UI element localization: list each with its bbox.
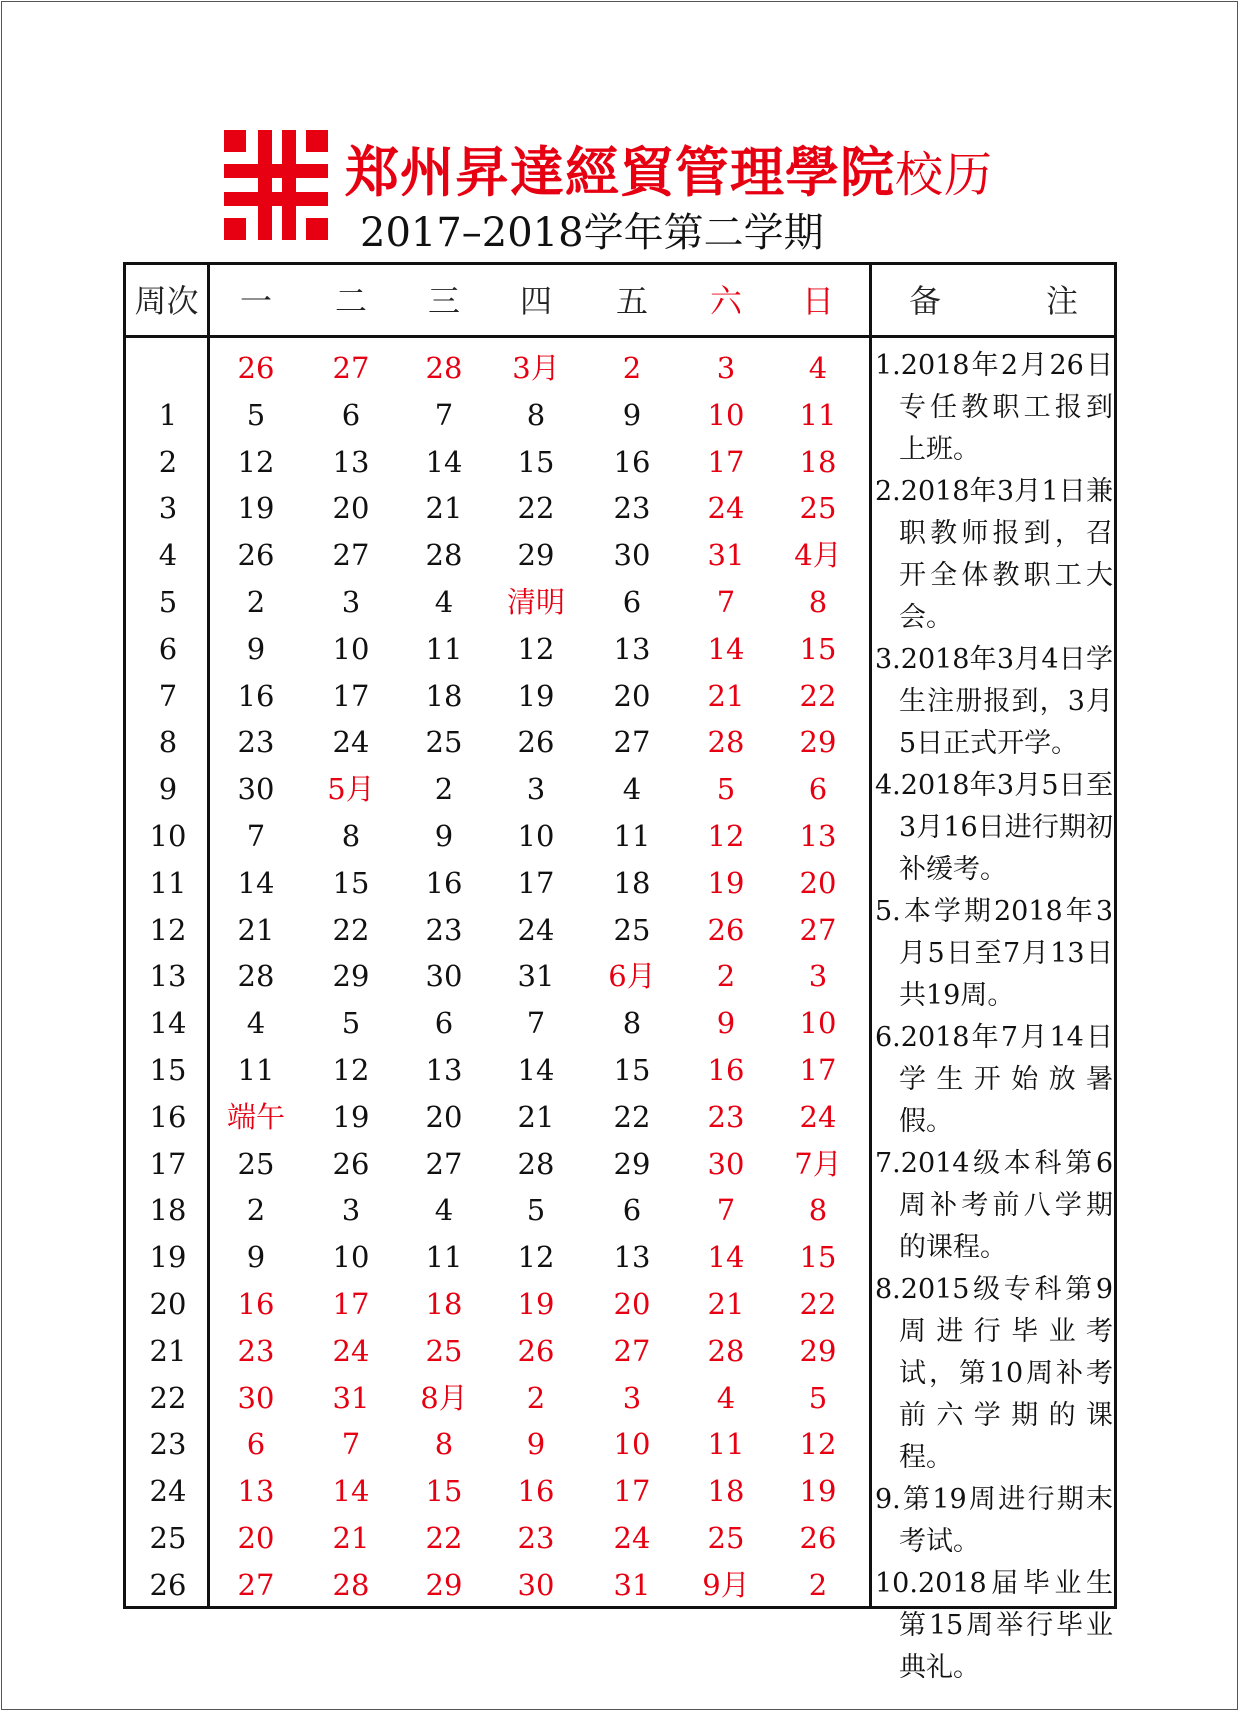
date-cell: 15: [799, 1240, 837, 1274]
date-cell: 12: [237, 445, 275, 479]
date-cell: 21: [707, 679, 745, 713]
week-number: 4: [158, 538, 178, 572]
date-cell: 28: [332, 1568, 370, 1602]
date-cell: 27: [237, 1568, 275, 1602]
week-number: [126, 345, 210, 391]
date-cell: 14: [707, 1240, 745, 1274]
date-cell: 13: [237, 1474, 275, 1508]
date-cell: 8: [622, 1006, 642, 1040]
week-number: 17: [149, 1147, 187, 1181]
date-cell: 20: [613, 1287, 651, 1321]
date-cell: 21: [332, 1521, 370, 1555]
date-cell: 18: [425, 679, 463, 713]
week-number: 8: [158, 725, 178, 759]
note-item: 3.2018年3月4日学生注册报到，3月5日正式开学。: [875, 644, 1113, 759]
date-cell: 23: [237, 725, 275, 759]
date-cell: 端午: [226, 1100, 285, 1134]
date-cell: 5月: [327, 772, 375, 806]
date-cell: 22: [332, 913, 370, 947]
date-cell: 19: [517, 679, 555, 713]
week-number: 26: [149, 1568, 187, 1602]
date-cell: 7: [716, 1193, 736, 1227]
date-cell: 30: [613, 538, 651, 572]
date-cell: 6: [622, 585, 642, 619]
header-day-2: 二: [334, 282, 367, 320]
date-cell: 3: [526, 772, 546, 806]
date-cell: 10: [332, 1240, 370, 1274]
date-cell: 30: [517, 1568, 555, 1602]
week-number: 3: [158, 491, 178, 525]
date-cell: 14: [707, 632, 745, 666]
date-cell: 25: [799, 491, 837, 525]
week-number: 21: [149, 1334, 187, 1368]
date-cell: 11: [237, 1053, 275, 1087]
date-cell: 10: [332, 632, 370, 666]
date-cell: 12: [517, 1240, 555, 1274]
week-number: 5: [158, 585, 178, 619]
date-cell: 4: [716, 1381, 736, 1415]
date-cell: 23: [613, 491, 651, 525]
date-cell: 16: [707, 1053, 745, 1087]
date-cell: 7: [526, 1006, 546, 1040]
week-number: 15: [149, 1053, 187, 1087]
week-number: 7: [158, 679, 178, 713]
date-cell: 18: [799, 445, 837, 479]
date-cell: 17: [332, 1287, 370, 1321]
date-cell: 15: [517, 445, 555, 479]
date-cell: 26: [799, 1521, 837, 1555]
date-cell: 12: [799, 1427, 837, 1461]
date-cell: 18: [425, 1287, 463, 1321]
week-number: 25: [149, 1521, 187, 1555]
date-cell: 3: [341, 1193, 361, 1227]
date-cell: 清明: [506, 585, 565, 619]
date-cell: 21: [237, 913, 275, 947]
date-cell: 24: [332, 1334, 370, 1368]
date-cell: 26: [237, 351, 275, 385]
header-day-4: 四: [519, 282, 552, 320]
date-cell: 17: [517, 866, 555, 900]
date-cell: 29: [799, 1334, 837, 1368]
date-cell: 22: [613, 1100, 651, 1134]
calendar-suffix: 校历: [895, 147, 994, 203]
date-cell: 14: [332, 1474, 370, 1508]
date-cell: 28: [517, 1147, 555, 1181]
header-day-7: 日: [801, 282, 834, 320]
header-day-1: 一: [239, 282, 272, 320]
date-cell: 7: [246, 819, 266, 853]
note-item: 10.2018届毕业生第15周举行毕业典礼。: [875, 1568, 1113, 1683]
date-cell: 31: [613, 1568, 651, 1602]
date-cell: 9: [246, 1240, 266, 1274]
date-cell: 9: [434, 819, 454, 853]
date-cell: 5: [341, 1006, 361, 1040]
date-cell: 2: [526, 1381, 546, 1415]
header-day-3: 三: [427, 282, 460, 320]
semester-subtitle: 2017–2018学年第二学期: [360, 210, 824, 256]
date-cell: 21: [707, 1287, 745, 1321]
header-week: 周次: [134, 282, 199, 320]
date-cell: 25: [707, 1521, 745, 1555]
week-number: 2: [158, 445, 178, 479]
date-cell: 6: [434, 1006, 454, 1040]
date-cell: 27: [613, 725, 651, 759]
date-cell: 11: [613, 819, 651, 853]
date-cell: 27: [799, 913, 837, 947]
date-cell: 18: [707, 1474, 745, 1508]
week-number: 23: [149, 1427, 187, 1461]
date-cell: 21: [425, 491, 463, 525]
date-cell: 4: [622, 772, 642, 806]
note-item: 2.2018年3月1日兼职教师报到，召开全体教职工大会。: [875, 476, 1113, 633]
date-cell: 13: [613, 632, 651, 666]
date-cell: 6: [341, 398, 361, 432]
date-cell: 28: [707, 725, 745, 759]
date-cell: 17: [707, 445, 745, 479]
week-number: 16: [149, 1100, 187, 1134]
date-cell: 24: [517, 913, 555, 947]
date-cell: 14: [237, 866, 275, 900]
date-cell: 25: [237, 1147, 275, 1181]
date-cell: 2: [716, 959, 736, 993]
date-cell: 12: [707, 819, 745, 853]
date-cell: 15: [425, 1474, 463, 1508]
date-cell: 25: [425, 1334, 463, 1368]
date-cell: 29: [332, 959, 370, 993]
date-cell: 28: [425, 538, 463, 572]
date-cell: 15: [613, 1053, 651, 1087]
week-number: 6: [158, 632, 178, 666]
week-number: 22: [149, 1381, 187, 1415]
date-cell: 12: [332, 1053, 370, 1087]
date-cell: 8月: [420, 1381, 468, 1415]
date-cell: 31: [517, 959, 555, 993]
date-cell: 25: [613, 913, 651, 947]
date-cell: 28: [237, 959, 275, 993]
date-cell: 17: [332, 679, 370, 713]
note-item: 8.2015级专科第9周进行毕业考试，第10周补考前六学期的课程。: [875, 1274, 1113, 1473]
date-cell: 26: [517, 1334, 555, 1368]
date-cell: 26: [332, 1147, 370, 1181]
date-cell: 5: [808, 1381, 828, 1415]
date-cell: 24: [707, 491, 745, 525]
date-cell: 10: [613, 1427, 651, 1461]
week-number: 14: [149, 1006, 187, 1040]
date-cell: 30: [425, 959, 463, 993]
date-cell: 8: [808, 585, 828, 619]
date-cell: 3: [622, 1381, 642, 1415]
school-logo-icon: [224, 130, 328, 240]
date-cell: 16: [517, 1474, 555, 1508]
date-cell: 20: [613, 679, 651, 713]
date-cell: 24: [799, 1100, 837, 1134]
date-cell: 2: [246, 585, 266, 619]
date-cell: 28: [425, 351, 463, 385]
date-cell: 20: [799, 866, 837, 900]
date-cell: 29: [613, 1147, 651, 1181]
date-cell: 16: [425, 866, 463, 900]
date-cell: 7: [434, 398, 454, 432]
date-cell: 9: [716, 1006, 736, 1040]
date-cell: 3: [341, 585, 361, 619]
date-cell: 16: [237, 679, 275, 713]
date-cell: 20: [332, 491, 370, 525]
date-cell: 19: [332, 1100, 370, 1134]
date-cell: 30: [707, 1147, 745, 1181]
date-cell: 17: [613, 1474, 651, 1508]
date-cell: 26: [237, 538, 275, 572]
date-cell: 19: [517, 1287, 555, 1321]
date-cell: 25: [425, 725, 463, 759]
date-cell: 5: [716, 772, 736, 806]
date-cell: 16: [237, 1287, 275, 1321]
date-cell: 29: [425, 1568, 463, 1602]
header-notes-right: 注: [1046, 282, 1079, 320]
date-cell: 13: [425, 1053, 463, 1087]
date-cell: 23: [707, 1100, 745, 1134]
date-cell: 30: [237, 1381, 275, 1415]
date-cell: 4: [434, 1193, 454, 1227]
week-number: 1: [158, 398, 178, 432]
note-item: 7.2014级本科第6周补考前八学期的课程。: [875, 1148, 1113, 1263]
date-cell: 8: [526, 398, 546, 432]
date-cell: 28: [707, 1334, 745, 1368]
date-cell: 6: [808, 772, 828, 806]
date-cell: 15: [332, 866, 370, 900]
date-cell: 3: [808, 959, 828, 993]
header-day-6: 六: [709, 282, 742, 320]
date-cell: 13: [332, 445, 370, 479]
date-cell: 3: [716, 351, 736, 385]
date-cell: 9月: [702, 1568, 750, 1602]
week-number: 18: [149, 1193, 187, 1227]
week-number: 12: [149, 913, 187, 947]
calendar-table: [123, 262, 1117, 1683]
date-cell: 10: [707, 398, 745, 432]
date-cell: 5: [246, 398, 266, 432]
date-cell: 22: [425, 1521, 463, 1555]
date-cell: 27: [332, 351, 370, 385]
date-cell: 22: [799, 679, 837, 713]
date-cell: 9: [622, 398, 642, 432]
note-item: 1.2018年2月26日专任教职工报到上班。: [875, 350, 1113, 465]
date-cell: 20: [425, 1100, 463, 1134]
header-day-5: 五: [615, 282, 648, 320]
date-cell: 26: [707, 913, 745, 947]
date-cell: 18: [613, 866, 651, 900]
date-cell: 4月: [794, 538, 842, 572]
notes-divider: [869, 265, 872, 1606]
note-item: 5.本学期2018年3月5日至7月13日共19周。: [875, 896, 1113, 1011]
date-cell: 10: [517, 819, 555, 853]
date-cell: 31: [332, 1381, 370, 1415]
date-cell: 22: [517, 491, 555, 525]
date-cell: 7: [716, 585, 736, 619]
date-cell: 30: [237, 772, 275, 806]
date-cell: 2: [246, 1193, 266, 1227]
date-cell: 27: [613, 1334, 651, 1368]
date-cell: 19: [799, 1474, 837, 1508]
date-cell: 9: [246, 632, 266, 666]
week-number: 11: [149, 866, 187, 900]
header-notes-left: 备: [909, 282, 942, 320]
date-cell: 23: [517, 1521, 555, 1555]
date-cell: 23: [237, 1334, 275, 1368]
date-cell: 20: [237, 1521, 275, 1555]
date-cell: 13: [613, 1240, 651, 1274]
date-cell: 14: [425, 445, 463, 479]
date-cell: 27: [332, 538, 370, 572]
date-cell: 4: [434, 585, 454, 619]
date-cell: 6: [246, 1427, 266, 1461]
date-cell: 19: [707, 866, 745, 900]
date-cell: 31: [707, 538, 745, 572]
date-cell: 24: [332, 725, 370, 759]
school-name: 郑州昇達經貿管理學院: [345, 140, 895, 204]
date-cell: 11: [425, 1240, 463, 1274]
date-cell: 11: [707, 1427, 745, 1461]
date-cell: 11: [425, 632, 463, 666]
date-cell: 14: [517, 1053, 555, 1087]
date-cell: 26: [517, 725, 555, 759]
date-cell: 17: [799, 1053, 837, 1087]
week-number: 24: [149, 1474, 187, 1508]
week-number: 20: [149, 1287, 187, 1321]
school-name-title: [345, 132, 1065, 212]
date-cell: 8: [434, 1427, 454, 1461]
date-cell: 29: [517, 538, 555, 572]
date-cell: 6: [622, 1193, 642, 1227]
date-cell: 4: [246, 1006, 266, 1040]
notes-column: [875, 345, 1113, 1689]
date-cell: 11: [799, 398, 837, 432]
date-cell: 16: [613, 445, 651, 479]
week-number: 13: [149, 959, 187, 993]
date-cell: 7: [341, 1427, 361, 1461]
date-cell: 13: [799, 819, 837, 853]
note-item: 9.第19周进行期末考试。: [875, 1484, 1113, 1557]
note-item: 6.2018年7月14日学生开始放暑假。: [875, 1022, 1113, 1137]
date-cell: 8: [341, 819, 361, 853]
date-cell: 29: [799, 725, 837, 759]
date-cell: 12: [517, 632, 555, 666]
date-cell: 2: [434, 772, 454, 806]
date-cell: 23: [425, 913, 463, 947]
date-cell: 4: [808, 351, 828, 385]
date-cell: 27: [425, 1147, 463, 1181]
date-cell: 2: [622, 351, 642, 385]
date-cell: 8: [808, 1193, 828, 1227]
week-number: 19: [149, 1240, 187, 1274]
date-cell: 7月: [794, 1147, 842, 1181]
date-cell: 10: [799, 1006, 837, 1040]
date-cell: 2: [808, 1568, 828, 1602]
date-cell: 19: [237, 491, 275, 525]
week-number: 10: [149, 819, 187, 853]
date-cell: 21: [517, 1100, 555, 1134]
note-item: 4.2018年3月5日至3月16日进行期初补缓考。: [875, 770, 1113, 885]
date-cell: 24: [613, 1521, 651, 1555]
date-cell: 5: [526, 1193, 546, 1227]
date-cell: 9: [526, 1427, 546, 1461]
date-cell: 22: [799, 1287, 837, 1321]
week-number: 9: [158, 772, 178, 806]
date-cell: 15: [799, 632, 837, 666]
date-cell: 3月: [512, 351, 560, 385]
date-cell: 6月: [608, 959, 656, 993]
